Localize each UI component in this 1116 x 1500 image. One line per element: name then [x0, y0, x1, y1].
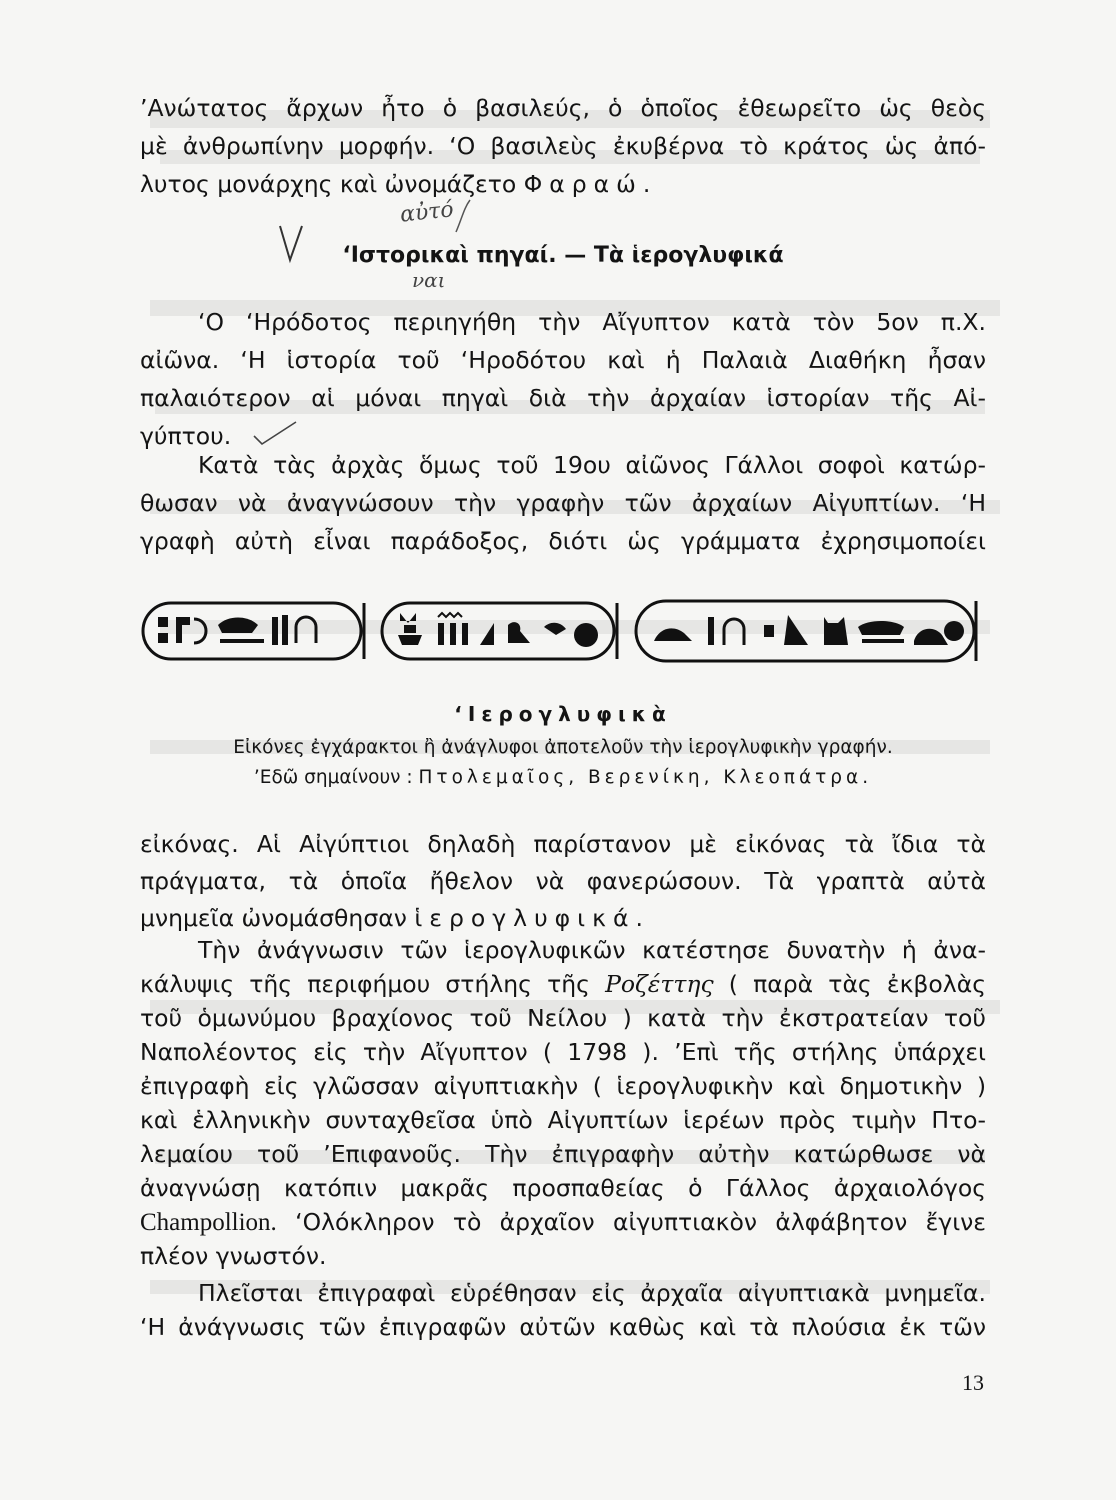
- pharaoh-word: Φαραώ.: [523, 170, 658, 198]
- text-line: ἀναγνώσῃ κατόπιν μακρᾶς προσπαθείας ὁ Γάλλος ἀρχαιολόγος: [140, 1174, 986, 1202]
- text-span: ( παρὰ τὰς ἐκβολὰς: [713, 970, 986, 998]
- text-line: παλαιότερον αἱ μόναι πηγαὶ διὰ τὴν ἀρχαίαν ἱστορίαν τῆς Αἰ-: [140, 384, 986, 412]
- section-heading: ‘Ιστορικαὶ πηγαί. — Τὰ ἱερογλυφικά: [342, 243, 784, 268]
- text-line: Τὴν ἀνάγνωσιν τῶν ἱερογλυφικῶν κατέστησε δυνατὴν ἡ ἀνα-: [198, 936, 986, 964]
- text-line: αἰῶνα. ‘Η ἱστορία τοῦ ‘Ηροδότου καὶ ἡ Παλαιὰ Διαθήκη ἦσαν: [140, 346, 986, 374]
- text-line: ἐπιγραφὴ εἰς γλῶσσαν αἰγυπτιακὴν ( ἱερογλυφικὴν καὶ δημοτικὴν ): [140, 1072, 986, 1100]
- pencil-annotation: ναι: [412, 268, 446, 292]
- hieroglyphics-word: ἱερογλυφικά.: [414, 904, 650, 932]
- text-line: λεμαίου τοῦ ’Επιφανοῦς. Τὴν ἐπιγραφὴν αὐτὴν κατώρθωσε νὰ: [140, 1140, 986, 1168]
- text-line: θωσαν νὰ ἀναγνώσουν τὴν γραφὴν τῶν ἀρχαίων Αἰγυπτίων. ‘Η: [140, 489, 986, 517]
- text-line: πλέον γνωστόν.: [140, 1242, 327, 1270]
- text-line: τοῦ ὁμωνύμου βραχίονος τοῦ Νείλου ) κατὰ τὴν ἐκστρατείαν τοῦ: [140, 1004, 986, 1032]
- text-line: Πλεῖσται ἐπιγραφαὶ εὑρέθησαν εἰς ἀρχαῖα αἰγυπτιακὰ μνημεῖα.: [198, 1279, 986, 1307]
- text-line: Κατὰ τὰς ἀρχὰς ὅμως τοῦ 19ου αἰῶνος Γάλλοι σοφοὶ κατώρ-: [198, 451, 986, 479]
- figure-caption: Εἰκόνες ἐγχάρακτοι ἢ ἀνάγλυφοι ἀποτελοῦν τὴν ἱερογλυφικὴν γραφήν.: [233, 737, 893, 758]
- figure-title: ‘Ιερογλυφικὰ: [454, 702, 672, 726]
- text-line: ‘Η ἀνάγνωσις τῶν ἐπιγραφῶν αὐτῶν καθὼς καὶ τὰ πλούσια ἐκ τῶν: [140, 1313, 986, 1341]
- text-line: καὶ ἑλληνικὴν συνταχθεῖσα ὑπὸ Αἰγυπτίων ἱερέων πρὸς τιμὴν Πτο-: [140, 1106, 986, 1134]
- text-span: μνημεῖα ὠνομάσθησαν: [140, 904, 415, 932]
- text-line: εἰκόνας. Αἱ Αἰγύπτιοι δηλαδὴ παρίστανον μὲ εἰκόνας τὰ ἴδια τὰ: [140, 830, 986, 858]
- text-span: λυτος μονάρχης καὶ ὠνομάζετο: [140, 170, 524, 198]
- rosetta-word: Ροζέττης: [605, 970, 714, 998]
- text-line: ‘Ο ‘Ηρόδοτος περιηγήθη τὴν Αἴγυπτον κατὰ τὸν 5ον π.Χ.: [198, 308, 986, 336]
- caption-names: Πτολεμαῖος, Βερενίκη, Κλεοπάτρα.: [418, 767, 873, 788]
- page-number: 13: [962, 1370, 984, 1395]
- caption-text: ’Εδῶ σημαίνουν :: [253, 767, 419, 788]
- text-line: πράγματα, τὰ ὁποῖα ἤθελον νὰ φανερώσουν. Τὰ γραπτὰ αὐτὰ: [140, 867, 986, 895]
- text-line: μὲ ἀνθρωπίνην μορφήν. ‘Ο βασιλεὺς ἐκυβέρνα τὸ κράτος ὡς ἀπό-: [140, 132, 986, 160]
- pencil-checkmark-icon: [250, 418, 300, 448]
- text-line: [140, 169, 986, 199]
- text-line: γύπτου.: [140, 422, 232, 450]
- text-line: Ναπολέοντος εἰς τὴν Αἴγυπτον ( 1798 ). ’Επὶ τῆς στήλης ὑπάρχει: [140, 1038, 986, 1066]
- hieroglyph-cartouches: [140, 595, 980, 667]
- pencil-caret-icon: [450, 198, 480, 238]
- text-line: ’Ανώτατος ἄρχων ἦτο ὁ βασιλεύς, ὁ ὁποῖος ἐθεωρεῖτο ὡς θεὸς: [140, 94, 986, 122]
- text-span: κάλυψις τῆς περιφήμου στήλης τῆς: [140, 970, 606, 998]
- champollion-word: Champollion.: [140, 1209, 277, 1236]
- text-line: [140, 903, 986, 933]
- pencil-annotation: αὐτό: [398, 197, 455, 228]
- text-span: ‘Ολόκληρον τὸ ἀρχαῖον αἰγυπτιακὸν ἀλφάβητον ἔγινε: [276, 1208, 986, 1236]
- text-line: [140, 1207, 986, 1238]
- text-line: γραφὴ αὐτὴ εἶναι παράδοξος, διότι ὡς γράμματα ἐχρησιμοποίει: [140, 527, 986, 555]
- text-line: [140, 969, 986, 999]
- figure-caption: [140, 765, 986, 791]
